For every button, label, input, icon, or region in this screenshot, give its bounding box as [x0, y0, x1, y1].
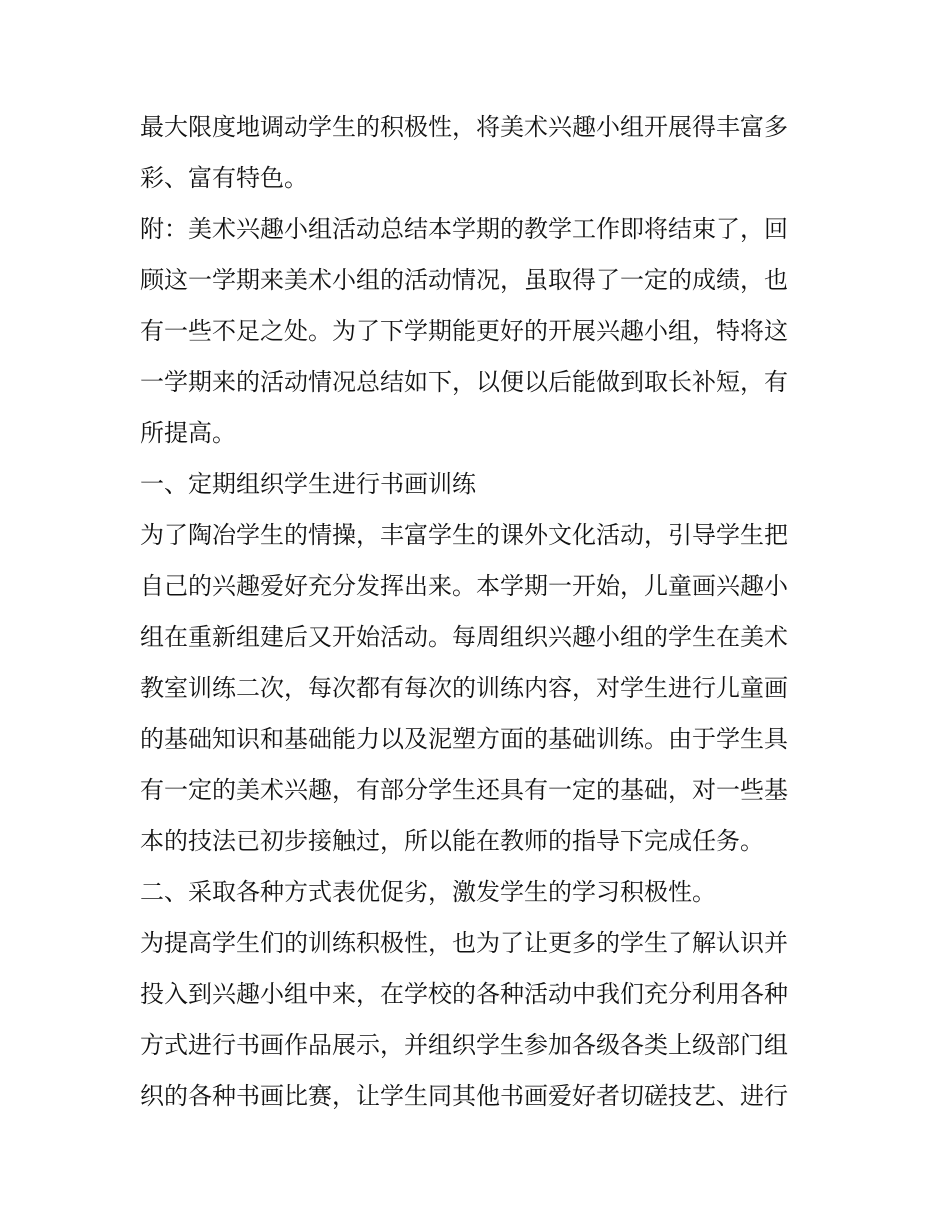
text-line: 附：美术兴趣小组活动总结本学期的教学工作即将结束了，回 — [140, 215, 788, 243]
text-line: 顾这一学期来美术小组的活动情况，虽取得了一定的成绩，也 — [140, 266, 788, 294]
document-body — [140, 102, 812, 1122]
text-line: 织的各种书画比赛，让学生同其他书画爱好者切磋技艺、进行 — [140, 1082, 788, 1110]
text-line: 有一定的美术兴趣，有部分学生还具有一定的基础，对一些基 — [140, 776, 788, 804]
text-line: 方式进行书画作品展示，并组织学生参加各级各类上级部门组 — [140, 1031, 788, 1059]
text-line: 教室训练二次，每次都有每次的训练内容，对学生进行儿童画 — [140, 674, 788, 702]
text-line: 自己的兴趣爱好充分发挥出来。本学期一开始，儿童画兴趣小 — [140, 572, 788, 600]
section-heading: 一、定期组织学生进行书画训练 — [140, 470, 476, 498]
section-heading: 二、采取各种方式表优促劣，激发学生的学习积极性。 — [140, 878, 716, 906]
text-line: 为了陶冶学生的情操，丰富学生的课外文化活动，引导学生把 — [140, 521, 788, 549]
text-line: 本的技法已初步接触过，所以能在教师的指导下完成任务。 — [140, 827, 764, 855]
text-line: 为提高学生们的训练积极性，也为了让更多的学生了解认识并 — [140, 929, 788, 957]
text-line: 投入到兴趣小组中来，在学校的各种活动中我们充分利用各种 — [140, 980, 788, 1008]
text-line: 彩、富有特色。 — [140, 164, 308, 192]
text-line: 所提高。 — [140, 419, 236, 447]
text-line: 一学期来的活动情况总结如下，以便以后能做到取长补短，有 — [140, 368, 788, 396]
text-line: 的基础知识和基础能力以及泥塑方面的基础训练。由于学生具 — [140, 725, 788, 753]
text-line: 最大限度地调动学生的积极性，将美术兴趣小组开展得丰富多 — [140, 113, 788, 141]
text-line: 组在重新组建后又开始活动。每周组织兴趣小组的学生在美术 — [140, 623, 788, 651]
text-line: 有一些不足之处。为了下学期能更好的开展兴趣小组，特将这 — [140, 317, 788, 345]
